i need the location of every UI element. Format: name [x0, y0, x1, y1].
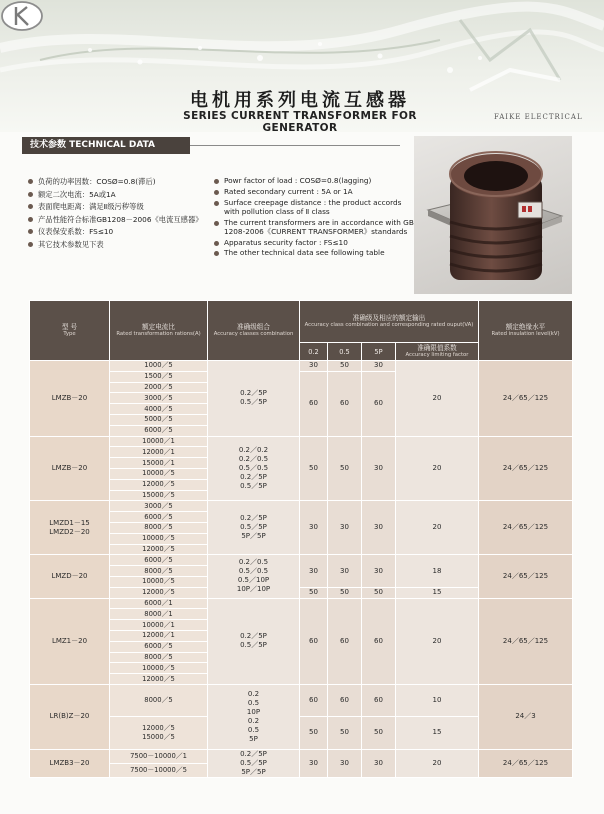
type-cell: LMZB－20: [30, 361, 110, 437]
spec-item: Apparatus security factor : FS≤10: [214, 238, 419, 247]
output-cell: 60: [300, 371, 328, 436]
spec-item: Surface creepage distance : the product accords with pollution class of Ⅱ class: [214, 198, 419, 216]
bullet-icon: [28, 192, 33, 197]
ratio-cell: 12000／5 15000／5: [110, 717, 208, 749]
col-header-0.2: 0.2: [300, 343, 328, 361]
type-cell: LMZD1－15 LMZD2－20: [30, 501, 110, 555]
insulation-cell: 24／65／125: [479, 598, 573, 684]
insulation-cell: 24／65／125: [479, 749, 573, 777]
col-header-ratio: 额定电流比 Rated transformation rations(A): [110, 301, 208, 361]
table-row: [30, 598, 573, 609]
output-cell: 30: [362, 555, 396, 587]
output-cell: 30: [328, 555, 362, 587]
factor-cell: 15: [396, 587, 479, 598]
output-cell: 30: [362, 501, 396, 555]
bullet-icon: [214, 241, 219, 246]
bullet-icon: [28, 229, 33, 234]
factor-cell: 20: [396, 361, 479, 437]
accuracy-cell: 0.2／5P 0.5／5P: [208, 598, 300, 684]
ratio-cell: 8000／1: [110, 609, 208, 620]
spec-table-body: [30, 361, 573, 778]
factor-cell: 20: [396, 749, 479, 777]
table-row: [30, 749, 573, 763]
output-cell: 60: [300, 598, 328, 684]
ratio-cell: 3000／5: [110, 501, 208, 512]
ratio-cell: 8000／5: [110, 652, 208, 663]
spec-item: The current transformers are in accordance with GB 1208-2006《CURRENT TRANSFORMER》standards: [214, 218, 419, 236]
insulation-cell: 24／65／125: [479, 555, 573, 598]
ratio-cell: 8000／5: [110, 566, 208, 577]
accuracy-cell: 0.2／5P 0.5／5P: [208, 361, 300, 437]
brand-logo-text: FAIKE ELECTRICAL: [494, 113, 583, 121]
spec-list-cn: [28, 176, 218, 251]
ratio-cell: 12000／5: [110, 544, 208, 555]
ratio-cell: 15000／1: [110, 458, 208, 469]
ratio-cell: 7500－10000／1: [110, 749, 208, 763]
spec-item: 产品性能符合标准GB1208－2006《电流互感器》: [28, 214, 218, 226]
bullet-icon: [214, 221, 219, 226]
factor-cell: 18: [396, 555, 479, 587]
output-cell: 30: [328, 749, 362, 777]
current-transformer-image: [414, 136, 572, 294]
ratio-cell: 8000／5: [110, 684, 208, 716]
ratio-cell: 6000／5: [110, 555, 208, 566]
type-cell: LMZ1－20: [30, 598, 110, 684]
ratio-cell: 7500－10000／5: [110, 763, 208, 777]
accuracy-cell: 0.2／0.2 0.2／0.5 0.5／0.5 0.2／5P 0.5／5P: [208, 436, 300, 501]
output-cell: 30: [328, 501, 362, 555]
ratio-cell: 2000／5: [110, 382, 208, 393]
output-cell: 30: [362, 749, 396, 777]
output-cell: 30: [300, 749, 328, 777]
factor-cell: 20: [396, 598, 479, 684]
ratio-cell: 6000／5: [110, 512, 208, 523]
spec-item: Powr factor of load : COSØ=0.8(lagging): [214, 176, 419, 185]
spec-item: 仪表保安系数：FS≤10: [28, 226, 218, 238]
spec-item: 额定二次电流：5A或1A: [28, 189, 218, 201]
spec-item: Rated secondary current : 5A or 1A: [214, 187, 419, 196]
type-cell: LMZD－20: [30, 555, 110, 598]
output-cell: 50: [362, 717, 396, 749]
output-cell: 50: [300, 587, 328, 598]
ratio-cell: 5000／5: [110, 414, 208, 425]
output-cell: 60: [362, 598, 396, 684]
output-cell: 50: [300, 717, 328, 749]
table-row: [30, 501, 573, 512]
table-row: [30, 684, 573, 695]
header-banner: [0, 0, 604, 132]
spec-item: The other technical data see following table: [214, 248, 419, 257]
spec-item: 其它技术参数见下表: [28, 239, 218, 251]
bullet-icon: [28, 217, 33, 222]
table-row: [30, 555, 573, 566]
accuracy-cell: 0.2／5P 0.5／5P 5P／5P: [208, 749, 300, 777]
bullet-icon: [214, 190, 219, 195]
insulation-cell: 24／65／125: [479, 361, 573, 437]
ratio-cell: 12000／5: [110, 674, 208, 685]
output-cell: 60: [328, 684, 362, 716]
output-cell: 50: [328, 717, 362, 749]
page-title-cn: 电机用系列电流互感器: [190, 90, 410, 111]
section-label: 技术参数 TECHNICAL DATA: [22, 137, 190, 154]
factor-cell: 20: [396, 436, 479, 501]
spec-item: 表面爬电距离：满足Ⅱ级污秽等级: [28, 201, 218, 213]
bullet-icon: [28, 242, 33, 247]
ratio-cell: 4000／5: [110, 404, 208, 415]
output-cell: 50: [328, 587, 362, 598]
ratio-cell: 1500／5: [110, 371, 208, 382]
accuracy-cell: 0.2／5P 0.5／5P 5P／5P: [208, 501, 300, 555]
ratio-cell: 3000／5: [110, 393, 208, 404]
type-cell: LMZB－20: [30, 436, 110, 501]
type-cell: LR(B)Z－20: [30, 684, 110, 749]
bullet-icon: [28, 179, 33, 184]
output-cell: 30: [300, 501, 328, 555]
spec-item: 负荷的功率因数：COSØ=0.8(滞后): [28, 176, 218, 188]
spec-list-en: [214, 176, 419, 259]
bullet-icon: [214, 251, 219, 256]
ratio-cell: 8000／5: [110, 522, 208, 533]
output-cell: 60: [362, 371, 396, 436]
ratio-cell: 1000／5: [110, 361, 208, 372]
product-photo: [414, 136, 572, 294]
col-header-output: 准确级及相应的额定输出 Accuracy class combination and corresponding rated ouput(VA): [300, 301, 479, 343]
ratio-cell: 10000／5: [110, 533, 208, 544]
output-cell: 50: [362, 587, 396, 598]
spec-table: [29, 300, 573, 778]
output-cell: 60: [362, 684, 396, 716]
factor-cell: 15: [396, 717, 479, 749]
ratio-cell: 10000／5: [110, 468, 208, 479]
col-header-0.5: 0.5: [328, 343, 362, 361]
output-cell: 30: [300, 361, 328, 372]
output-cell: 60: [328, 371, 362, 436]
col-header-factor: 准确限值系数 Accuracy limiting factor: [396, 343, 479, 361]
ratio-cell: 6000／1: [110, 598, 208, 609]
ratio-cell: 10000／5: [110, 663, 208, 674]
insulation-cell: 24／65／125: [479, 501, 573, 555]
section-divider: [190, 145, 400, 146]
output-cell: 30: [362, 361, 396, 372]
ratio-cell: 10000／1: [110, 436, 208, 447]
bullet-icon: [28, 204, 33, 209]
output-cell: 60: [300, 684, 328, 716]
output-cell: 50: [328, 436, 362, 501]
ratio-cell: 12000／1: [110, 630, 208, 641]
col-header-insulation: 额定绝缘水平 Rated insulation level(kV): [479, 301, 573, 361]
factor-cell: 20: [396, 501, 479, 555]
ratio-cell: 10000／5: [110, 576, 208, 587]
brand-logo-icon: [0, 0, 44, 32]
output-cell: 50: [300, 436, 328, 501]
output-cell: 30: [300, 555, 328, 587]
type-cell: LMZB3－20: [30, 749, 110, 777]
ratio-cell: 12000／5: [110, 479, 208, 490]
ratio-cell: 12000／5: [110, 587, 208, 598]
output-cell: 30: [362, 436, 396, 501]
bullet-icon: [214, 179, 219, 184]
ratio-cell: 6000／5: [110, 641, 208, 652]
table-row: [30, 361, 573, 372]
factor-cell: 10: [396, 684, 479, 716]
ratio-cell: 6000／5: [110, 425, 208, 436]
col-header-5p: 5P: [362, 343, 396, 361]
insulation-cell: 24／3: [479, 684, 573, 749]
ratio-cell: 10000／1: [110, 620, 208, 631]
table-row: [30, 436, 573, 447]
col-header-type: 型 号 Type: [30, 301, 110, 361]
output-cell: 50: [328, 361, 362, 372]
accuracy-cell: 0.2／0.5 0.5／0.5 0.5／10P 10P／10P: [208, 555, 300, 598]
insulation-cell: 24／65／125: [479, 436, 573, 501]
page-title-en: SERIES CURRENT TRANSFORMER FOR GENERATOR: [183, 110, 417, 132]
col-header-accuracy: 准确级组合 Accuracy classes combination: [208, 301, 300, 361]
bullet-icon: [214, 201, 219, 206]
ratio-cell: 12000／1: [110, 447, 208, 458]
accuracy-cell: 0.2 0.5 10P 0.2 0.5 5P: [208, 684, 300, 749]
output-cell: 60: [328, 598, 362, 684]
ratio-cell: 15000／5: [110, 490, 208, 501]
